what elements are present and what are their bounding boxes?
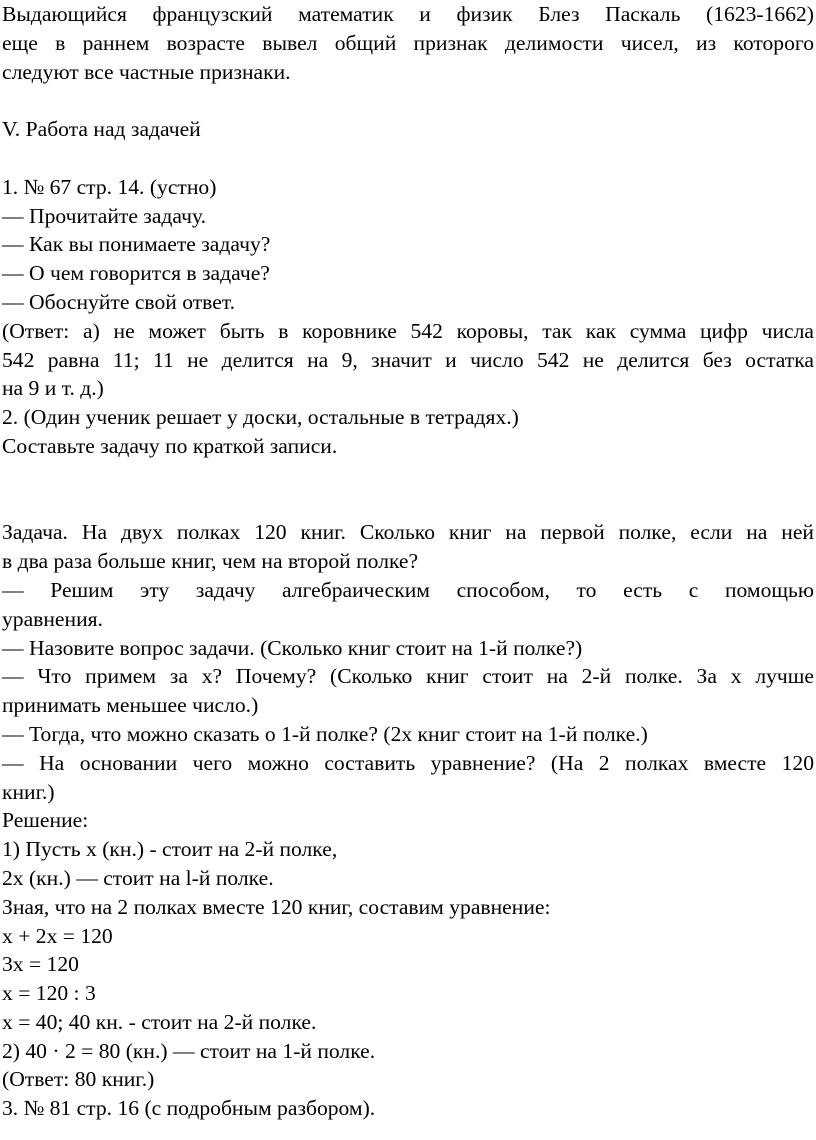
solution-step: Зная, что на 2 полках вместе 120 книг, составим уравнение: <box>2 894 551 919</box>
task1-heading: 1. № 67 стр. 14. (устно) <box>2 174 217 199</box>
task3-heading: 3. № 81 стр. 16 (с подробным разбором). <box>2 1096 376 1121</box>
task1-answer-line: на 9 и т. д.) <box>2 376 104 401</box>
task1-answer-line: (Ответ: а) не может быть в коровнике 542 коровы, так как сумма цифр числа <box>2 318 814 343</box>
dialogue-line: — Тогда, что можно сказать о 1-й полке? (2х книг стоит на 1-й полке.) <box>2 721 648 746</box>
task2-heading: 2. (Один ученик решает у доски, остальные в тетрадях.) <box>2 405 519 430</box>
intro-paragraph <box>2 0 814 86</box>
problem-block <box>2 518 814 806</box>
spacer <box>2 86 814 115</box>
equation-line: 3х = 120 <box>2 952 79 977</box>
task1-question: — Как вы понимаете задачу? <box>2 232 271 257</box>
document-page <box>2 0 814 1123</box>
solution-answer: (Ответ: 80 книг.) <box>2 1067 155 1092</box>
task1-block <box>2 173 814 403</box>
task1-question: — Прочитайте задачу. <box>2 203 207 228</box>
dialogue-line: — Назовите вопрос задачи. (Сколько книг стоит на 1-й полке?) <box>2 635 583 660</box>
intro-line: еще в раннем возрасте вывел общий признак делимости чисел, из которого <box>2 30 814 55</box>
solution-step: 1) Пусть х (кн.) - стоит на 2-й полке, <box>2 837 338 862</box>
dialogue-line: — Решим эту задачу алгебраическим способом, то есть с помощью <box>2 577 814 602</box>
solution-step: 2) 40 · 2 = 80 (кн.) — стоит на 1-й полке. <box>2 1038 376 1063</box>
dialogue-line: принимать меньшее число.) <box>2 693 259 718</box>
problem-line: в два раза больше книг, чем на второй полке? <box>2 549 419 574</box>
task2-block <box>2 403 814 461</box>
problem-line: Задача. На двух полках 120 книг. Сколько книг на первой полке, если на ней <box>2 520 814 545</box>
dialogue-line: — На основании чего можно составить уравнение? (На 2 полках вместе 120 <box>2 750 814 775</box>
equation-line: х = 40; 40 кн. - стоит на 2-й полке. <box>2 1009 317 1034</box>
spacer <box>2 461 814 519</box>
task1-question: — О чем говорится в задаче? <box>2 261 270 286</box>
intro-line: Выдающийся французский математик и физик Блез Паскаль (1623-1662) <box>2 2 814 26</box>
task2-instruction: Составьте задачу по краткой записи. <box>2 433 338 458</box>
task1-question: — Обоснуйте свой ответ. <box>2 289 236 314</box>
spacer <box>2 144 814 173</box>
equation-line: х = 120 : 3 <box>2 981 96 1006</box>
equation-line: х + 2х = 120 <box>2 923 113 948</box>
task1-answer-line: 542 равна 11; 11 не делится на 9, значит и число 542 не делится без остатка <box>2 347 814 372</box>
solution-heading: Решение: <box>2 808 89 833</box>
intro-line: следуют все частные признаки. <box>2 59 291 84</box>
solution-step: 2х (кн.) — стоит на l-й полке. <box>2 865 274 890</box>
dialogue-line: — Что примем за х? Почему? (Сколько книг стоит на 2-й полке. За х лучше <box>2 664 814 689</box>
solution-block <box>2 806 814 1094</box>
dialogue-line: книг.) <box>2 779 55 804</box>
dialogue-line: уравнения. <box>2 606 103 631</box>
section-heading: V. Работа над задачей <box>2 117 201 142</box>
